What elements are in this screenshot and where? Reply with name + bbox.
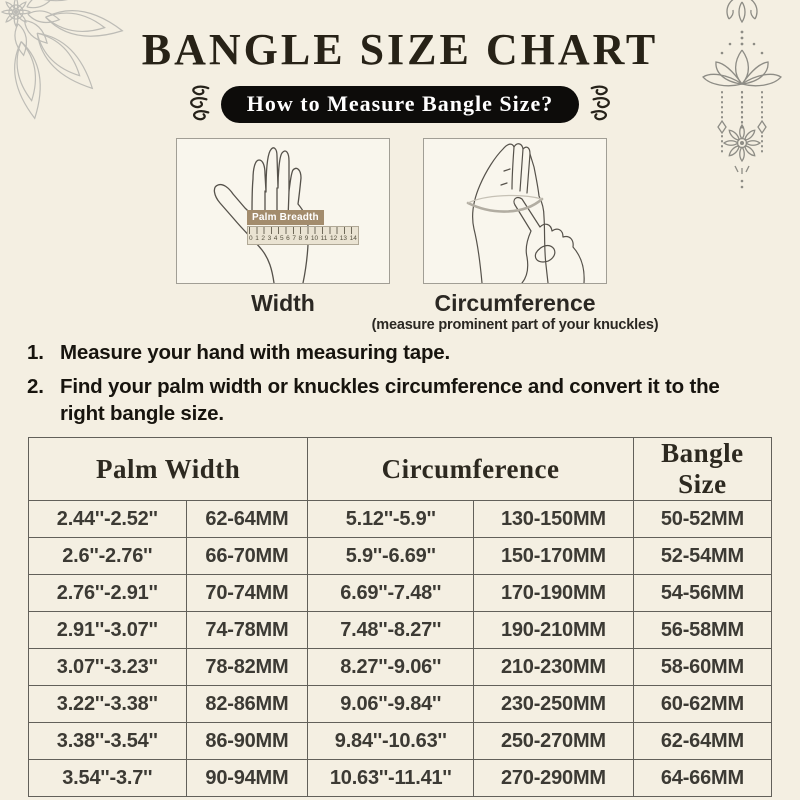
table-cell: 3.38''-3.54'' [29, 723, 187, 760]
table-cell: 150-170MM [474, 538, 634, 575]
ruler-number: 3 [267, 235, 272, 242]
table-cell: 2.76''-2.91'' [29, 575, 187, 612]
circumference-illustration [423, 138, 607, 284]
hands-circumference-icon [424, 139, 606, 283]
table-cell: 54-56MM [633, 575, 771, 612]
table-row [29, 501, 772, 538]
table-cell: 170-190MM [474, 575, 634, 612]
page-title: BANGLE SIZE CHART [141, 25, 659, 74]
table-cell: 5.9''-6.69'' [308, 538, 474, 575]
flourish-right-icon [588, 82, 616, 126]
ruler-number: 2 [261, 235, 265, 242]
table-row [29, 686, 772, 723]
ruler-number: 10 [310, 235, 319, 242]
table-cell: 190-210MM [474, 612, 634, 649]
table-cell: 64-66MM [633, 760, 771, 797]
table-cell: 9.84''-10.63'' [308, 723, 474, 760]
table-cell: 250-270MM [474, 723, 634, 760]
table-cell: 90-94MM [186, 760, 308, 797]
circumference-caption-sub: (measure prominent part of your knuckles) [371, 317, 659, 333]
table-cell: 210-230MM [474, 649, 634, 686]
table-cell: 82-86MM [186, 686, 308, 723]
banner-pill: How to Measure Bangle Size? [221, 86, 579, 123]
col-header-circumference: Circumference [308, 438, 633, 501]
table-cell: 2.91''-3.07'' [29, 612, 187, 649]
table-cell: 6.69''-7.48'' [308, 575, 474, 612]
table-cell: 5.12''-5.9'' [308, 501, 474, 538]
ruler-number: 12 [329, 235, 338, 242]
table-cell: 58-60MM [633, 649, 771, 686]
table-cell: 9.06''-9.84'' [308, 686, 474, 723]
table-cell: 3.22''-3.38'' [29, 686, 187, 723]
width-illustration [176, 138, 390, 284]
table-cell: 56-58MM [633, 612, 771, 649]
table-cell: 7.48''-8.27'' [308, 612, 474, 649]
banner-row [0, 84, 800, 124]
instruction-item [27, 339, 723, 366]
ruler-number: 8 [298, 235, 303, 242]
width-caption: Width [251, 290, 315, 316]
table-cell: 50-52MM [633, 501, 771, 538]
col-header-palm-width: Palm Width [29, 438, 308, 501]
instruction-text: Measure your hand with measuring tape. [60, 341, 450, 364]
ruler-number: 9 [304, 235, 309, 242]
table-cell: 60-62MM [633, 686, 771, 723]
table-cell: 8.27''-9.06'' [308, 649, 474, 686]
table-row [29, 575, 772, 612]
ruler-number: 5 [279, 235, 284, 242]
table-cell: 74-78MM [186, 612, 308, 649]
table-cell: 3.54''-3.7'' [29, 760, 187, 797]
table-row [29, 612, 772, 649]
table-header-row [29, 438, 772, 501]
ruler-number: 0 [249, 235, 253, 242]
table-cell: 2.6''-2.76'' [29, 538, 187, 575]
size-table [28, 437, 772, 797]
table-cell: 130-150MM [474, 501, 634, 538]
table-cell: 270-290MM [474, 760, 634, 797]
ruler [247, 226, 359, 245]
palm-breadth-label: Palm Breadth [247, 210, 324, 225]
ruler-number: 13 [339, 235, 348, 242]
circumference-caption [355, 290, 675, 334]
ruler-number: 14 [349, 235, 357, 242]
instructions [27, 339, 723, 434]
mandala-icon [0, 0, 150, 150]
table-cell: 2.44''-2.52'' [29, 501, 187, 538]
table-cell: 62-64MM [186, 501, 308, 538]
instruction-number: 2. [27, 375, 44, 398]
table-cell: 10.63''-11.41'' [308, 760, 474, 797]
ruler-number: 1 [255, 235, 259, 242]
instruction-text: Find your palm width or knuckles circumference and convert it to the right bangle size. [60, 375, 720, 425]
ruler-number: 11 [320, 235, 328, 242]
table-cell: 78-82MM [186, 649, 308, 686]
table-row [29, 649, 772, 686]
table-cell: 62-64MM [633, 723, 771, 760]
table-cell: 3.07''-3.23'' [29, 649, 187, 686]
table-cell: 52-54MM [633, 538, 771, 575]
ruler-numbers [248, 234, 358, 243]
table-row [29, 723, 772, 760]
ruler-number: 6 [286, 235, 290, 242]
ruler-number: 4 [273, 235, 278, 242]
flourish-left-icon [184, 82, 212, 126]
ruler-ticks [249, 227, 357, 234]
table-row [29, 538, 772, 575]
ruler-number: 7 [292, 235, 296, 242]
table-cell: 230-250MM [474, 686, 634, 723]
instruction-number: 1. [27, 341, 44, 364]
instruction-item [27, 373, 723, 427]
table-cell: 86-90MM [186, 723, 308, 760]
table-cell: 70-74MM [186, 575, 308, 612]
table-cell: 66-70MM [186, 538, 308, 575]
col-header-bangle-size: Bangle Size [633, 438, 771, 501]
table-row [29, 760, 772, 797]
circumference-caption-title: Circumference [434, 290, 596, 316]
